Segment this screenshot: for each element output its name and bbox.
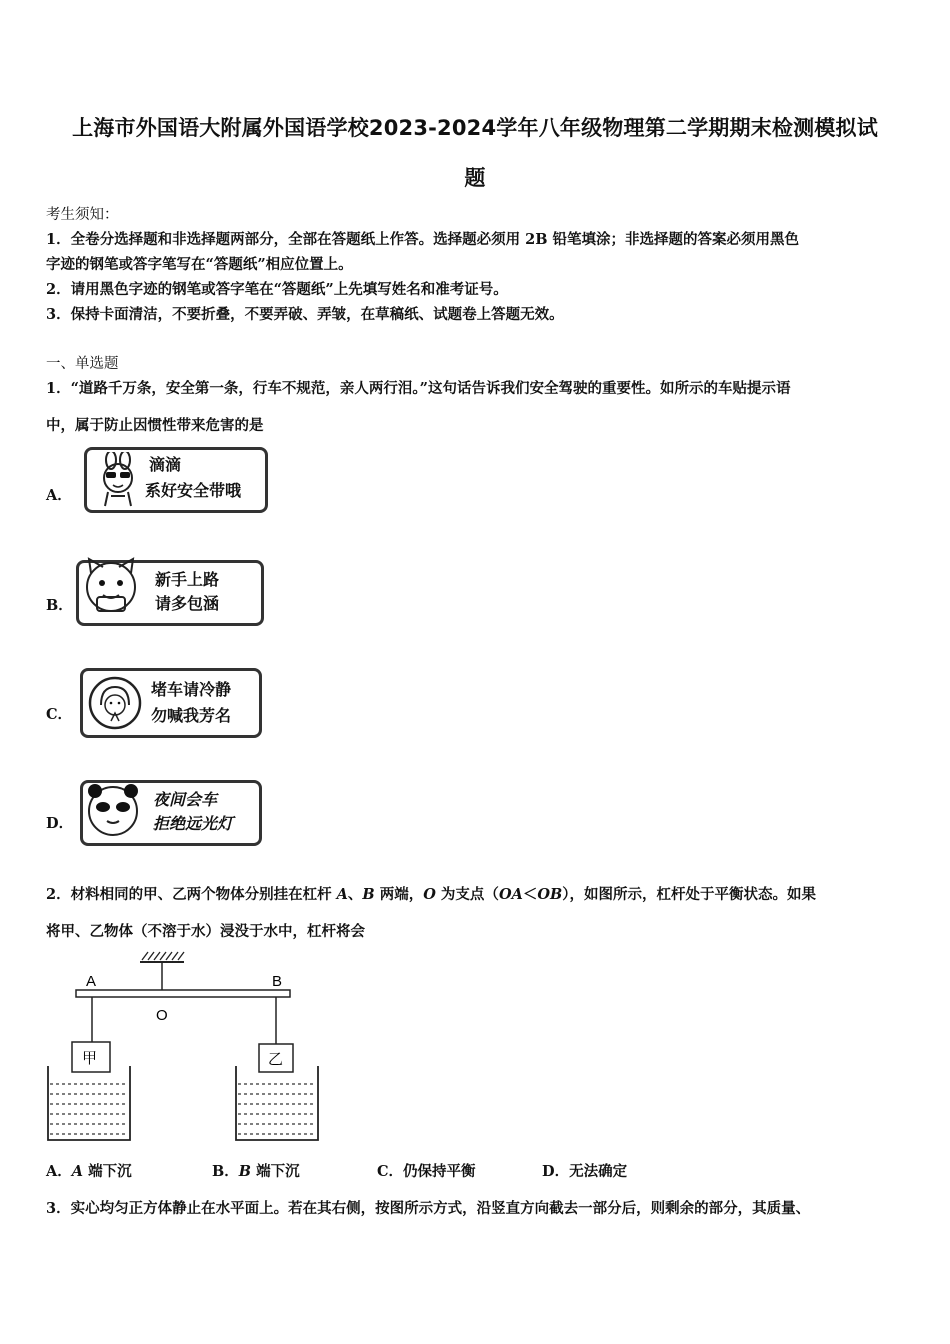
q3-line1: 3．实心均匀正方体静止在水平面上。若在其右侧，按图所示方式，沿竖直方向截去一部分后，则剩余的部分，其质量、 bbox=[46, 1200, 811, 1217]
q2-line1-part-b: 、 bbox=[347, 886, 363, 903]
q1-option-a-text2: 系好安全带哦 bbox=[145, 481, 242, 500]
water-right bbox=[238, 1084, 316, 1134]
q2-line1-part-a: 2．材料相同的甲、乙两个物体分别挂在杠杆 bbox=[46, 886, 337, 903]
rabbit-sunglasses-icon bbox=[91, 452, 145, 508]
q1-line2: 中，属于防止因惯性带来危害的是 bbox=[46, 417, 264, 434]
exam-title-line2: 题 bbox=[464, 166, 486, 190]
q2-answer-b-var: B bbox=[238, 1163, 252, 1180]
lever-label-o: O bbox=[156, 1007, 168, 1024]
lever-bar bbox=[76, 990, 290, 997]
q2-line1 bbox=[46, 883, 816, 904]
girl-portrait-icon bbox=[87, 675, 143, 731]
q1-option-c-label: C． bbox=[46, 706, 73, 723]
beaker-left bbox=[48, 1066, 130, 1140]
q2-line1-part-f: ），如图所示，杠杆处于平衡状态。如果 bbox=[562, 886, 816, 903]
section-heading: 一、单选题 bbox=[46, 356, 119, 372]
q2-line2: 将甲、乙物体（不溶于水）浸没于水中，杠杆将会 bbox=[46, 923, 365, 940]
q1-option-a-sticker bbox=[84, 447, 268, 513]
q1-option-b-label: B． bbox=[46, 597, 73, 614]
q2-answer-a-text: 端下沉 bbox=[83, 1163, 132, 1180]
q1-option-a-label: A． bbox=[46, 487, 72, 504]
ceiling-support-icon bbox=[140, 952, 184, 990]
q1-option-d-label: D． bbox=[46, 815, 74, 832]
q2-var-o: O bbox=[423, 886, 436, 903]
q2-answer-b-prefix: B． bbox=[212, 1163, 239, 1180]
q2-answer-c-text: 仍保持平衡 bbox=[403, 1163, 476, 1180]
q2-var-a: A bbox=[336, 886, 348, 903]
water-left bbox=[50, 1084, 128, 1134]
object-jia-label: 甲 bbox=[82, 1049, 98, 1067]
q2-var-ob: OB bbox=[537, 886, 563, 903]
beaker-right bbox=[236, 1066, 318, 1140]
q2-answer-d-text: 无法确定 bbox=[569, 1163, 628, 1180]
exam-title-line1: 上海市外国语大附属外国语学校2023-2024学年八年级物理第二学期期末检测模拟试 bbox=[72, 116, 878, 140]
notice-item-3: 3．保持卡面清洁，不要折叠，不要弄破、弄皱，在草稿纸、试题卷上答题无效。 bbox=[46, 306, 564, 323]
q2-answer-a-prefix: A． bbox=[46, 1163, 72, 1180]
q2-line1-part-d: 为支点（ bbox=[435, 886, 499, 903]
q1-option-d-sticker bbox=[80, 780, 262, 846]
q2-var-b: B bbox=[362, 886, 375, 903]
q2-answer-b-text: 端下沉 bbox=[251, 1163, 300, 1180]
q2-answer-d-prefix: D． bbox=[542, 1163, 570, 1180]
q1-option-d-text1: 夜间会车 bbox=[153, 790, 218, 809]
q1-option-b-sticker bbox=[76, 560, 264, 626]
q2-var-oa: OA bbox=[498, 886, 523, 903]
q2-answer-c-prefix: C． bbox=[377, 1163, 404, 1180]
notice-item-2: 2．请用黑色字迹的钢笔或答字笔在“答题纸”上先填写姓名和准考证号。 bbox=[46, 281, 508, 298]
q2-answer-c bbox=[377, 1160, 476, 1181]
lever-diagram bbox=[40, 948, 340, 1148]
lever-label-b: B bbox=[272, 973, 283, 990]
q1-option-c-text1: 堵车请冷静 bbox=[151, 680, 232, 699]
notice-item-1-line1: 1．全卷分选择题和非选择题两部分，全部在答题纸上作答。选择题必须用 2B 铅笔填涂；非选择题的答案必须用黑色 bbox=[46, 231, 800, 248]
notice-item-1-line2: 字迹的钢笔或答字笔写在“答题纸”相应位置上。 bbox=[46, 256, 353, 273]
q1-option-d-text2: 拒绝远光灯 bbox=[153, 814, 234, 833]
q1-option-b-text2: 请多包涵 bbox=[155, 594, 220, 613]
lever-label-a: A bbox=[86, 973, 97, 990]
q1-option-c-text2: 勿喊我芳名 bbox=[151, 706, 232, 725]
q2-answer-a bbox=[46, 1160, 132, 1181]
q1-line1: 1．“道路千万条，安全第一条，行车不规范，亲人两行泪。”这句话告诉我们安全驾驶的重要性。如所示的车贴提示语 bbox=[46, 380, 791, 397]
q2-answer-b bbox=[212, 1160, 300, 1181]
cat-face-icon bbox=[81, 557, 141, 623]
q1-option-a-text1: 滴滴 bbox=[149, 455, 182, 474]
q2-answer-a-var: A bbox=[71, 1163, 84, 1180]
panda-face-icon bbox=[83, 779, 143, 841]
object-yi-label: 乙 bbox=[268, 1050, 284, 1068]
notice-heading: 考生须知： bbox=[46, 207, 119, 223]
q2-line1-part-c: 两端， bbox=[374, 886, 424, 903]
q2-answer-d bbox=[542, 1160, 627, 1181]
q1-option-c-sticker bbox=[80, 668, 262, 738]
q2-line1-part-e: ＜ bbox=[522, 886, 538, 903]
q1-option-b-text1: 新手上路 bbox=[155, 570, 220, 589]
